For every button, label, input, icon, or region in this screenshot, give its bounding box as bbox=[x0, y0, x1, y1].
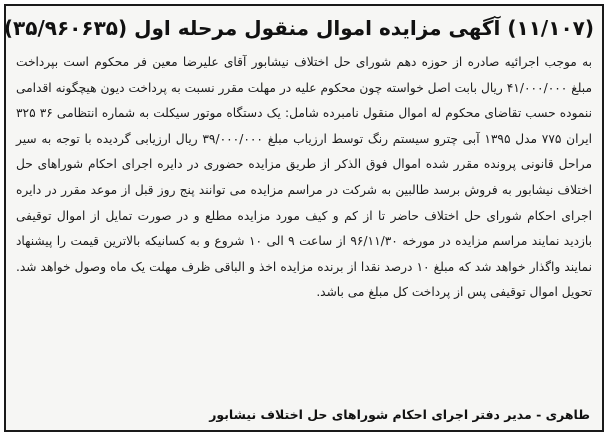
auction-notice bbox=[4, 4, 604, 432]
notice-body: به موجب اجرائیه صادره از حوزه دهم شورای حل اختلاف نیشابور آقای علیرضا معین فر محکوم است بپرداخت مبلغ ۴۱/۰۰۰/۰۰۰ ریال بابت اصل خواسته چون محکوم علیه در مهلت مقرر نسبت به پرداخت دیون هیچگونه اقدامی ننموده حسب تقاضای محکوم له اموال منقول نامبرده شامل: یک دستگاه موتور سیکلت به شماره انتظامی ۳۶ ۳۲۵ ایران ۷۷۵ مدل ۱۳۹۵ آبی چترو سیستم رنگ توسط ارزیاب مبلغ ۳۹/۰۰۰/۰۰۰ ریال ارزیابی گردیده با توجه به سیر مراحل قانونی پرونده مقرر شده اموال فوق الذکر از طریق مزایده حضوری در دایره اجرای احکام شوراهای حل اختلاف نیشابور به فروش برسد طالبین به شرکت در مراسم مزایده می توانند پنج روز قبل از موعد مقرر در دایره اجرای احکام شورای حل اختلاف حاضر تا از کم و کیف مورد مزایده مطلع و در صورت تمایل از اموال توقیفی بازدید نمایند مراسم مزایده در مورخه ۹۶/۱۱/۳۰ از ساعت ۹ الی ۱۰ شروع و به کسانیکه بالاترین قیمت را پیشنهاد نمایند واگذار خواهد شد که مبلغ ۱۰ درصد نقدا از برنده مزایده اخذ و الباقی ظرف مهلت یک ماه وصول خواهد شد. تحویل اموال توقیفی پس از پرداخت کل مبلغ می باشد. bbox=[16, 55, 593, 300]
notice-title: (۱۱/۱۰۷) آگهی مزایده اموال منقول مرحله اول (۳۵/۹۶۰۶۳۵) bbox=[3, 16, 594, 40]
notice-signature: طاهری - مدیر دفتر اجرای احکام شوراهای حل اختلاف نیشابور bbox=[209, 407, 590, 422]
